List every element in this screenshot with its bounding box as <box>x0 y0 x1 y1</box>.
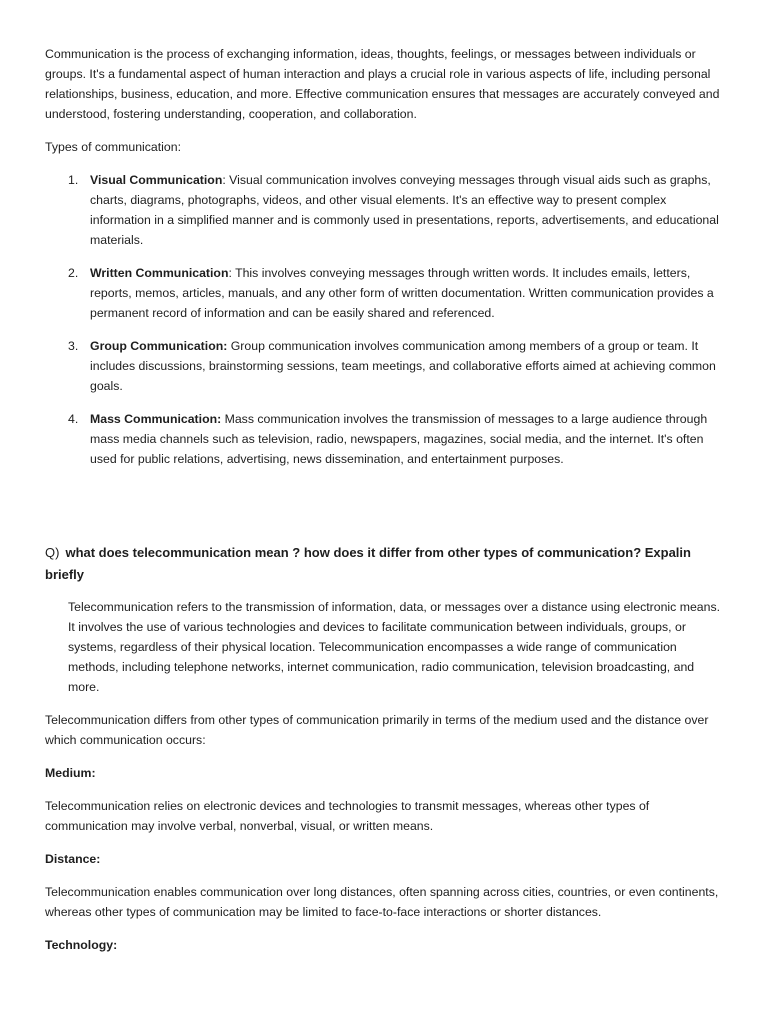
section-heading-distance: Distance: <box>45 852 101 866</box>
section-heading-technology: Technology: <box>45 938 118 952</box>
document-page <box>45 44 725 968</box>
list-description: : This involves conveying messages through written words. It includes emails, letters, reports, memos, articles, manuals, and any other form of written documentation. Written communication provides a permanent record of information and can be easily shared and referenced. <box>90 266 714 320</box>
list-item <box>45 263 725 323</box>
list-description: Mass communication involves the transmission of messages to a large audience through mass media channels such as television, radio, newspapers, magazines, social media, and the internet. It's often used for public relations, advertising, news dissemination, and entertainment purposes. <box>90 412 708 466</box>
types-list <box>45 170 725 469</box>
telecom-definition: Telecommunication refers to the transmission of information, data, or messages over a distance using electronic means. It involves the use of various technologies and devices to facilitate communication between individuals, groups, or systems, regardless of their physical location. Telecommunication encompasses a wide range of communication methods, including telephone networks, internet communication, radio communication, television broadcasting, and more. <box>68 600 721 694</box>
question-prefix: Q) <box>45 545 60 560</box>
list-number: 2. <box>68 266 79 280</box>
list-term: Group Communication: <box>90 339 228 353</box>
list-term: Visual Communication <box>90 173 223 187</box>
list-description: : Visual communication involves conveying messages through visual aids such as graphs, charts, diagrams, photographs, videos, and other visual elements. It's an effective way to present complex information in a simplified manner and is commonly used in presentations, reports, advertisements, and educational materials. <box>90 173 719 247</box>
question-heading <box>45 542 725 586</box>
intro-paragraph: Communication is the process of exchanging information, ideas, thoughts, feelings, or messages between individuals or groups. It's a fundamental aspect of human interaction and plays a crucial role in various aspects of life, including personal relationships, business, education, and more. Effective communication ensures that messages are accurately conveyed and understood, fostering understanding, cooperation, and collaboration. <box>45 47 720 121</box>
question-text: what does telecommunication mean ? how does it differ from other types of communication? Expalin briefly <box>45 545 691 582</box>
list-number: 4. <box>68 412 79 426</box>
vertical-spacer <box>45 482 725 542</box>
section-heading-medium: Medium: <box>45 766 96 780</box>
list-number: 1. <box>68 173 79 187</box>
section-text-medium: Telecommunication relies on electronic devices and technologies to transmit messages, whereas other types of communication may involve verbal, nonverbal, visual, or written means. <box>45 799 650 833</box>
list-description: Group communication involves communication among members of a group or team. It includes discussions, brainstorming sessions, team meetings, and collaborative efforts aimed at achieving common goals. <box>90 339 716 393</box>
section-text-distance: Telecommunication enables communication over long distances, often spanning across cities, countries, or even continents, whereas other types of communication may be limited to face-to-face interactions or shorter distances. <box>45 885 719 919</box>
types-label: Types of communication: <box>45 140 182 154</box>
list-term: Written Communication <box>90 266 229 280</box>
list-number: 3. <box>68 339 79 353</box>
list-item <box>45 170 725 250</box>
list-item <box>45 409 725 469</box>
list-term: Mass Communication: <box>90 412 222 426</box>
differs-intro: Telecommunication differs from other types of communication primarily in terms of the medium used and the distance over which communication occurs: <box>45 713 709 747</box>
list-item <box>45 336 725 396</box>
